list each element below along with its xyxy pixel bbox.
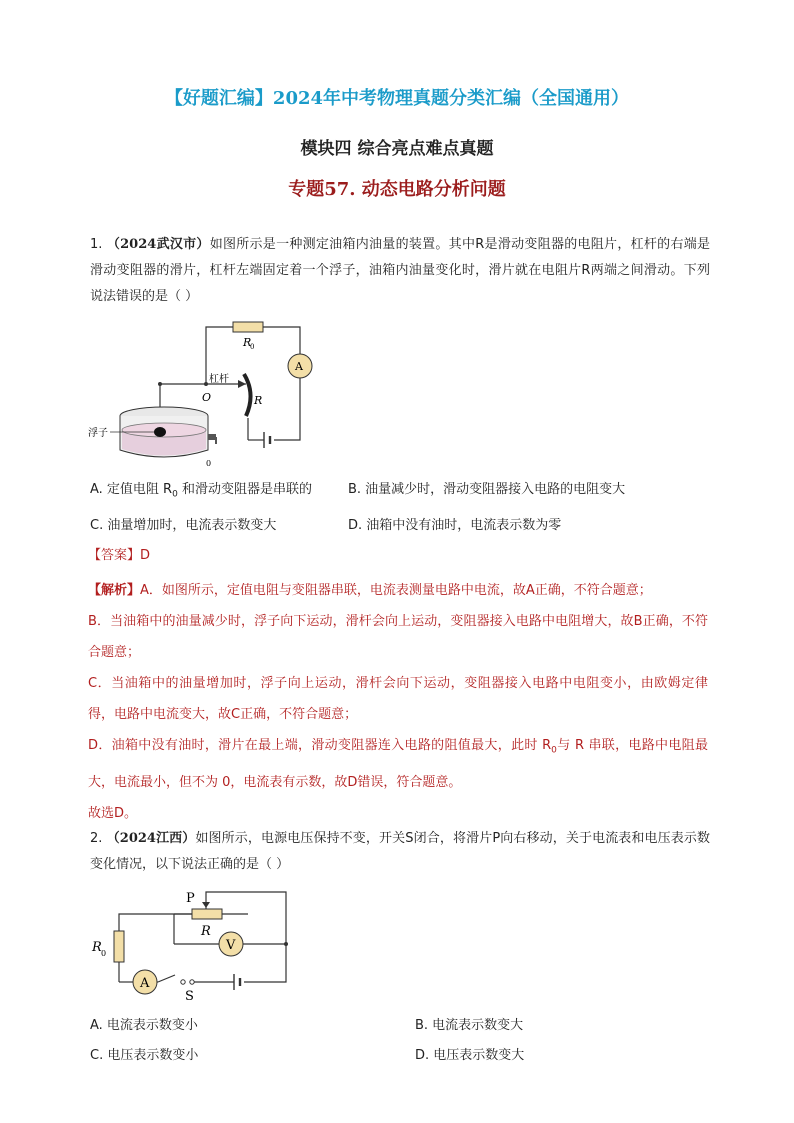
question-1-answer: 【答案】D xyxy=(88,548,151,563)
switch-label: S xyxy=(185,989,194,1004)
question-2-option-a[interactable]: A. 电流表示数变小 xyxy=(90,1018,198,1033)
question-1-stem xyxy=(90,232,710,310)
analysis-conclusion: 故选D。 xyxy=(88,805,138,821)
question-2-text: 如图所示，电源电压保持不变，开关S闭合，将滑片P向右移动，关于电流表和电压表示数变化情况，以下说法正确的是（ ） xyxy=(90,831,710,872)
question-2-option-d[interactable]: D. 电压表示数变大 xyxy=(415,1048,525,1063)
pivot-label: O xyxy=(202,391,212,404)
ammeter-label: A xyxy=(295,360,303,373)
r0-subscript: 0 xyxy=(101,949,107,958)
question-2-option-c[interactable]: C. 电压表示数变小 xyxy=(90,1048,199,1063)
r0-resistor xyxy=(233,322,263,332)
ammeter-label: A xyxy=(140,976,150,991)
r0-label: R xyxy=(92,940,102,955)
module-title: 模块四 综合亮点难点真题 xyxy=(300,139,494,159)
question-1-source: （2024武汉市） xyxy=(106,237,210,252)
topic-title: 专题57. 动态电路分析问题 xyxy=(288,179,506,200)
outlet-label: 0 xyxy=(206,459,212,468)
float-label: 浮子 xyxy=(88,428,108,439)
rheostat-arc xyxy=(244,374,251,416)
question-1-option-d[interactable]: D. 油箱中没有油时，电流表示数为零 xyxy=(348,518,562,533)
rheostat-label: R xyxy=(254,394,263,407)
voltmeter-label: V xyxy=(226,938,236,953)
question-1-text: 如图所示是一种测定油箱内油量的装置。其中R是滑动变阻器的电阻片，杠杆的右端是滑动变阻器的滑片，杠杆左端固定着一个浮子，油箱内油量变化时，滑片就在电阻片R两端之间滑动。下列说法错误的是（ ） xyxy=(90,237,710,304)
analysis-c: C．当油箱中的油量增加时，浮子向上运动，滑杆会向下运动，变阻器接入电路中电阻变小，由欧姆定律得，电路中电流变大，故C正确，不符合题意； xyxy=(88,676,708,722)
float-icon xyxy=(154,427,166,437)
lever-label: 杠杆 xyxy=(209,374,229,385)
question-1-analysis xyxy=(88,575,708,829)
rheostat-icon xyxy=(192,909,222,919)
pivot-point xyxy=(204,382,208,386)
question-2-source: （2024江西） xyxy=(106,831,196,846)
analysis-tag: 【解析】 xyxy=(88,583,141,598)
question-1-option-b[interactable]: B. 油量减少时，滑动变阻器接入电路的电阻变大 xyxy=(348,482,626,497)
rheostat-circuit-figure xyxy=(88,884,308,1004)
question-2-number: 2. xyxy=(90,831,103,846)
analysis-a: A．如图所示，定值电阻与变阻器串联，电流表测量电路中电流，故A正确，不符合题意； xyxy=(140,583,652,598)
question-1-option-c[interactable]: C. 油量增加时，电流表示数变大 xyxy=(90,518,277,533)
question-2-option-b[interactable]: B. 电流表示数变大 xyxy=(415,1018,524,1033)
slider-label: P xyxy=(186,891,195,906)
analysis-b: B．当油箱中的油量减少时，浮子向下运动，滑杆会向上运动，变阻器接入电路中电阻增大，故B正确，不符合题意； xyxy=(88,614,708,660)
question-2-stem xyxy=(90,826,710,878)
r0-subscript: 0 xyxy=(250,343,255,351)
analysis-d: D．油箱中没有油时，滑片在最上端，滑动变阻器连入电路的阻值最大，此时 $R_0$与 R 串联，电路中电阻最大，电流最小，但不为 0，电流表有示数，故D错误，符合题意。 xyxy=(88,738,708,790)
rheostat-label: R xyxy=(201,924,211,939)
collection-title: 【好题汇编】2024年中考物理真题分类汇编（全国通用） xyxy=(164,88,630,109)
question-1-option-a[interactable]: A. 定值电阻 $R_0$ 和滑动变阻器是串联的 xyxy=(90,482,312,500)
r0-resistor xyxy=(114,931,124,962)
oil-tank-circuit-figure xyxy=(88,316,328,472)
r0-label: R xyxy=(243,336,252,349)
question-1-number: 1. xyxy=(90,237,103,252)
